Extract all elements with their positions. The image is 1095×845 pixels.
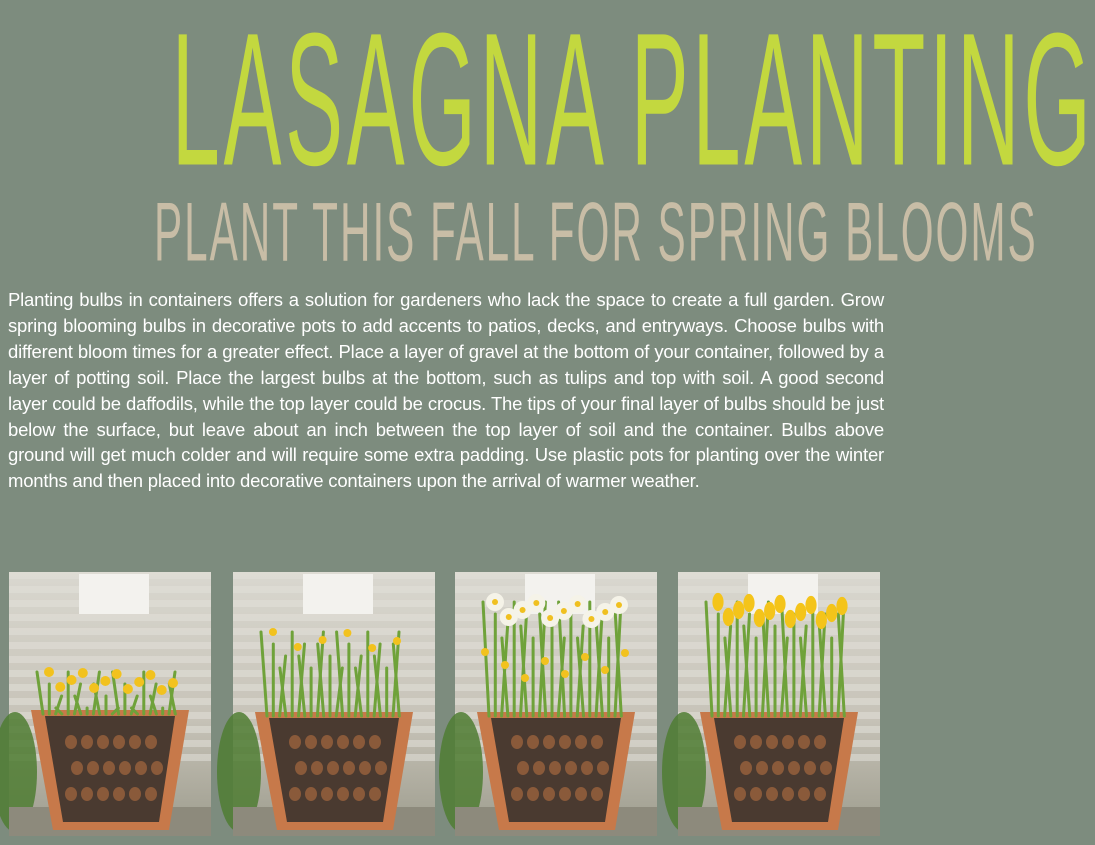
photo-daffodil-buds-stage bbox=[233, 572, 435, 836]
photo-strip bbox=[9, 572, 883, 836]
article-body: Planting bulbs in containers offers a solution for gardeners who lack the space to create a full garden. Grow spring blooming bulbs in decorative pots to add accents to patios, decks, and entryways. Choose bulbs with different bloom times for a greater effect. Place a layer of gravel at the bottom of your container, followed by a layer of potting soil. Place the largest bulbs at the bottom, such as tulips and top with soil. A good second layer could be daffodils, while the top layer could be crocus. The tips of your final layer of bulbs should be just below the surface, but leave about an inch between the top layer of soil and the container. Bulbs above ground will get much colder and will require some extra padding. Use plastic pots for planting over the winter months and then placed into decorative containers upon the arrival of warmer weather. bbox=[8, 289, 884, 492]
page-subtitle: PLANT THIS FALL FOR SPRING BLOOMS bbox=[153, 185, 1038, 279]
photo-daffodil-bloom-stage bbox=[455, 572, 657, 836]
pot-illustration bbox=[678, 572, 880, 836]
page-title: LASAGNA PLANTING bbox=[171, 0, 1095, 205]
pot-illustration bbox=[233, 572, 435, 836]
pot-illustration bbox=[455, 572, 657, 836]
pot-illustration bbox=[9, 572, 211, 836]
photo-tulip-bloom-stage bbox=[678, 572, 880, 836]
photo-crocus-stage bbox=[9, 572, 211, 836]
